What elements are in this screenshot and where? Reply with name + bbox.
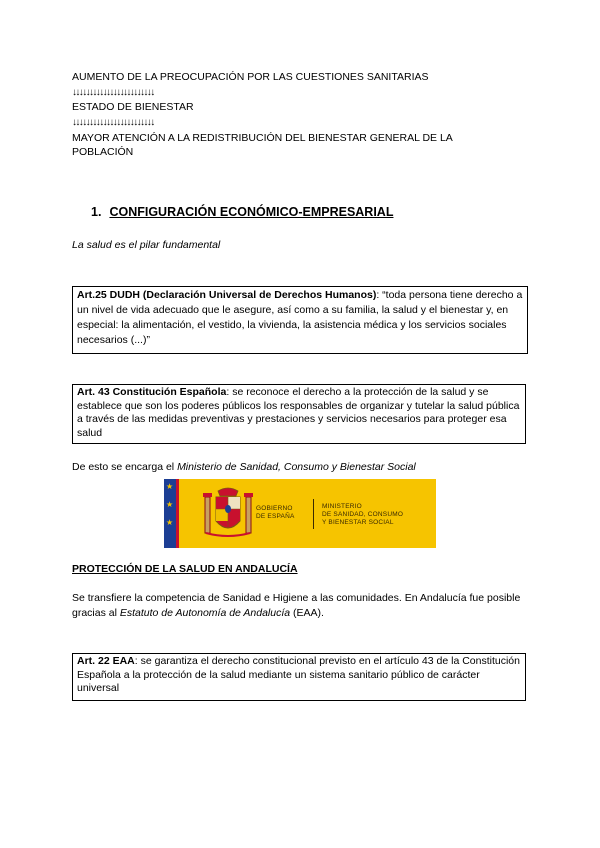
ministry-logo-banner xyxy=(164,479,436,548)
quote-box-dudh-title: Art.25 DUDH (Declaración Universal de Derechos Humanos) xyxy=(77,289,377,301)
section-number: 1. xyxy=(91,205,102,219)
eu-star-icon: ★ xyxy=(166,482,174,491)
spain-flag-yellow-stripe xyxy=(179,479,188,548)
section-heading xyxy=(91,205,393,219)
quote-box-eaa-text: : se garantiza el derecho constitucional previsto en el artículo 43 de la Constitución Española a la protección de la salud mediante un sistema sanitario público de carácter universal xyxy=(77,655,520,694)
intro-arrows-1: ↓↓↓↓↓↓↓↓↓↓↓↓↓↓↓↓↓↓↓↓↓↓↓↓ xyxy=(72,87,154,98)
quote-box-constitution-title: Art. 43 Constitución Española xyxy=(77,386,227,398)
section-title: CONFIGURACIÓN ECONÓMICO-EMPRESARIAL xyxy=(109,205,394,219)
logo-gobierno: GOBIERNO xyxy=(256,505,293,512)
logo-ministerio: MINISTERIO xyxy=(322,503,362,510)
logo-de-sanidad: DE SANIDAD, CONSUMO xyxy=(322,511,404,518)
ministry-sentence-text: De esto se encarga el xyxy=(72,461,178,473)
andalucia-paragraph-b: (EAA). xyxy=(290,607,324,619)
ministry-sentence xyxy=(72,460,416,475)
intro-arrows-2: ↓↓↓↓↓↓↓↓↓↓↓↓↓↓↓↓↓↓↓↓↓↓↓↓ xyxy=(72,117,154,128)
quote-box-dudh-text: : “toda persona tiene derecho a un nivel de vida adecuado que le asegure, así como a su familia, la salud y el bienestar y, en especial: la alimentación, el vestido, la vivienda, la asistencia médica y los servicios sociales necesarios (...)” xyxy=(77,289,523,346)
quote-box-constitution xyxy=(72,384,526,444)
andalucia-heading: PROTECCIÓN DE LA SALUD EN ANDALUCÍA xyxy=(72,563,298,575)
quote-box-constitution-text: : se reconoce el derecho a la protección de la salud y se establece que son los poderes públicos los responsables de organizar y tutelar la salud pública a través de las medidas preventivas y prestaciones y servicios necesarios para proteger esa salud xyxy=(77,386,520,439)
quote-box-eaa-title: Art. 22 EAA xyxy=(77,655,135,667)
logo-bienestar: Y BIENESTAR SOCIAL xyxy=(322,519,394,526)
andalucia-statute: Estatuto de Autonomía de Andalucía xyxy=(119,607,291,619)
logo-divider xyxy=(313,499,314,529)
andalucia-paragraph xyxy=(72,591,522,621)
intro-line-1: AUMENTO DE LA PREOCUPACIÓN POR LAS CUESTIONES SANITARIAS xyxy=(72,71,429,83)
intro-line-4: POBLACIÓN xyxy=(72,146,134,158)
ministry-name: Ministerio de Sanidad, Consumo y Bienestar Social xyxy=(177,461,416,473)
eu-star-icon: ★ xyxy=(166,500,174,509)
quote-box-eaa xyxy=(72,653,526,701)
logo-espana: DE ESPAÑA xyxy=(256,513,295,520)
section-subtitle: La salud es el pilar fundamental xyxy=(72,239,221,251)
intro-line-3: MAYOR ATENCIÓN A LA REDISTRIBUCIÓN DEL BIENESTAR GENERAL DE LA xyxy=(72,132,453,144)
intro-line-2: ESTADO DE BIENESTAR xyxy=(72,101,194,113)
coat-of-arms-icon xyxy=(202,485,254,541)
andalucia-paragraph-a: Se transfiere la competencia de Sanidad e Higiene a las comunidades. En Andalucía fue posible gracias al xyxy=(72,592,521,619)
eu-star-icon: ★ xyxy=(166,518,174,527)
quote-box-dudh xyxy=(72,286,528,354)
